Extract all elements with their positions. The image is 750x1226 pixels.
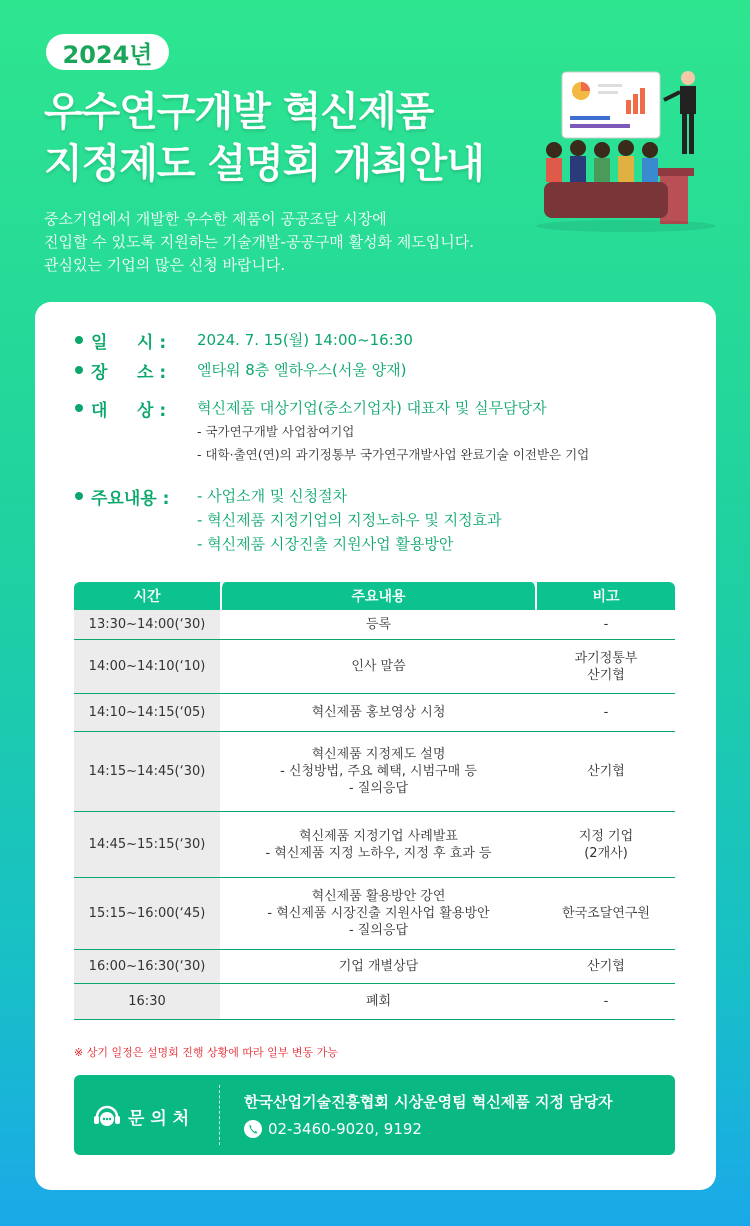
title-line: 지정제도 설명회 개최안내 (44, 141, 484, 187)
intro-line: 관심있는 기업의 많은 신청 바랍니다. (44, 256, 286, 274)
content-line: 등록 (365, 617, 392, 632)
place-label: 장 소 : (91, 363, 167, 383)
content-line: 기업 개별상담 (338, 959, 419, 974)
time-cell: 15:15~16:00(‘45) (74, 878, 220, 950)
table-row (74, 640, 675, 694)
time-cell: 14:00~14:10(‘10) (74, 640, 220, 694)
note-line: 지정 기업 (578, 828, 634, 844)
content-cell (220, 732, 537, 812)
content-cell (220, 984, 537, 1020)
content-cell (220, 878, 537, 950)
note-cell (537, 878, 675, 950)
bullet-icon (75, 492, 83, 500)
bullet-icon (75, 366, 83, 374)
note-cell (537, 812, 675, 878)
contact-label: 문 의 처 (128, 1108, 190, 1129)
table-row (74, 732, 675, 812)
place-value: 엘타워 8층 엘하우스(서울 양재) (197, 361, 407, 379)
note-line: 한국조달연구원 (562, 906, 650, 921)
contact-label-block (92, 1101, 189, 1131)
column-header-content: 주요내용 (220, 582, 537, 610)
presentation-illustration (536, 64, 718, 234)
date-value: 2024. 7. 15(월) 14:00~16:30 (197, 331, 413, 349)
schedule-body (74, 610, 675, 1020)
table-row (74, 610, 675, 640)
contact-phone-row (244, 1120, 422, 1138)
schedule-table (74, 582, 675, 1020)
table-row (74, 950, 675, 984)
note-line: - (603, 617, 609, 632)
note-cell (537, 610, 675, 640)
table-row (74, 812, 675, 878)
bullet-icon (75, 336, 83, 344)
content-block (197, 484, 502, 556)
note-cell (537, 640, 675, 694)
target-value: 혁신제품 대상기업(중소기업자) 대표자 및 실무담당자 (197, 399, 547, 417)
content-cell (220, 950, 537, 984)
note-line: - (603, 705, 609, 720)
content-cell (220, 812, 537, 878)
note-line: 산기협 (587, 667, 625, 683)
content-cell (220, 640, 537, 694)
target-label: 대 상 : (91, 401, 167, 421)
content-line: - 혁신제품 시장진출 지원사업 활용방안 (267, 906, 490, 921)
content-line: 혁신제품 활용방안 강연 (311, 889, 446, 904)
content-cell (220, 610, 537, 640)
content-line: 혁신제품 홍보영상 시청 (311, 705, 446, 720)
note-cell (537, 694, 675, 732)
column-header-note: 비고 (537, 582, 675, 610)
target-sub: - 국가연구개발 사업참여기업 (197, 424, 355, 439)
note-cell (537, 950, 675, 984)
info-row-date (75, 328, 413, 353)
note-line: - (603, 994, 609, 1009)
content-item: - 혁신제품 지정기업의 지정노하우 및 지정효과 (197, 511, 502, 529)
table-row (74, 984, 675, 1020)
content-item: - 사업소개 및 신청절차 (197, 487, 348, 505)
note-line: 산기협 (587, 764, 625, 779)
bullet-icon (75, 404, 83, 412)
table-row (74, 694, 675, 732)
table-row (74, 878, 675, 950)
note-line: (2개사) (584, 845, 628, 861)
headset-chat-icon (92, 1101, 122, 1131)
content-line: 혁신제품 지정기업 사례발표 (299, 828, 458, 844)
date-label: 일 시 : (91, 333, 167, 353)
content-line: 인사 말씀 (351, 659, 406, 674)
content-line: - 신청방법, 주요 혜택, 시범구매 등 (280, 764, 477, 779)
content-line: - 혁신제품 지정 노하우, 지정 후 효과 등 (265, 845, 492, 861)
info-card (35, 302, 716, 1190)
content-cell (220, 694, 537, 732)
info-row-target (75, 396, 589, 466)
target-sub: - 대학·출연(연)의 과기정통부 국가연구개발사업 완료기술 이전받은 기업 (197, 447, 590, 462)
contact-phone: 02-3460-9020, 9192 (268, 1120, 422, 1138)
contact-box (74, 1075, 675, 1155)
intro-line: 진입할 수 있도록 지원하는 기술개발-공공구매 활성화 제도입니다. (44, 233, 475, 251)
footnote: ※ 상기 일정은 설명회 진행 상황에 따라 일부 변동 가능 (74, 1046, 338, 1059)
intro-line: 중소기업에서 개발한 우수한 제품이 공공조달 시장에 (44, 210, 387, 228)
time-cell: 14:15~14:45(‘30) (74, 732, 220, 812)
content-line: - 질의응답 (348, 923, 409, 938)
time-cell: 13:30~14:00(‘30) (74, 610, 220, 640)
note-line: 산기협 (587, 959, 625, 974)
note-cell (537, 732, 675, 812)
content-line: 폐회 (365, 994, 392, 1009)
column-header-time: 시간 (74, 582, 220, 610)
contact-org: 한국산업기술진흥협회 시상운영팀 혁신제품 지정 담당자 (244, 1093, 613, 1111)
phone-icon (244, 1120, 262, 1138)
info-row-place (75, 358, 406, 383)
content-line: 혁신제품 지정제도 설명 (311, 747, 446, 762)
time-cell: 16:00~16:30(‘30) (74, 950, 220, 984)
title-line: 우수연구개발 혁신제품 (44, 89, 434, 135)
time-cell: 16:30 (74, 984, 220, 1020)
intro-text (44, 208, 474, 277)
contact-divider (219, 1085, 220, 1145)
content-line: - 질의응답 (348, 781, 409, 796)
time-cell: 14:10~14:15(‘05) (74, 694, 220, 732)
content-label: 주요내용 : (91, 489, 170, 509)
time-cell: 14:45~15:15(‘30) (74, 812, 220, 878)
content-item: - 혁신제품 시장진출 지원사업 활용방안 (197, 535, 454, 553)
page-title (44, 86, 484, 190)
target-block (197, 396, 589, 466)
note-line: 과기정통부 (574, 650, 638, 666)
info-row-content (75, 484, 502, 556)
note-cell (537, 984, 675, 1020)
year-badge: 2024년 (46, 34, 169, 70)
table-header-row (74, 582, 675, 610)
